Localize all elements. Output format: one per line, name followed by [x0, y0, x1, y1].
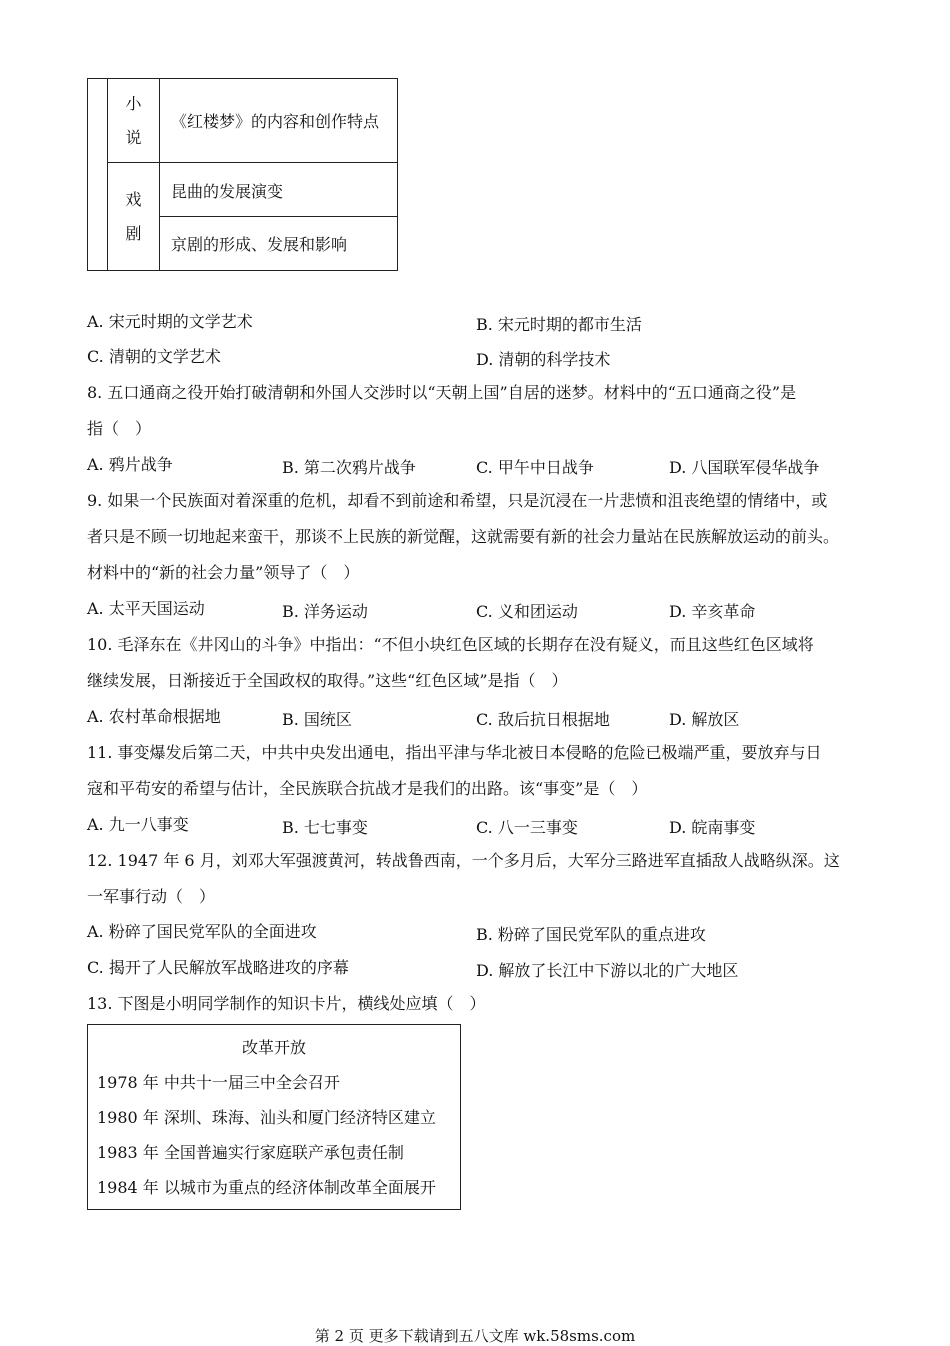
question-stem-line: 11. 事变爆发后第二天，中共中央发出通电，指出平津与华北被日本侵略的危险已极端严重，要放弃与日: [87, 743, 822, 762]
novel-label-char: 小: [125, 93, 142, 113]
question-stem-line: 材料中的“新的社会力量”领导了（ ）: [87, 563, 360, 582]
question-stem-line: 12. 1947 年 6 月，刘邓大军强渡黄河，转战鲁西南，一个多月后，大军分三路进军直插敌人战略纵深。这: [87, 851, 840, 870]
card-row: 1978 年 中共十一届三中全会召开: [97, 1073, 340, 1092]
drama-item-cell: 京剧的形成、发展和影响: [160, 217, 398, 271]
option-b: B. 粉碎了国民党军队的重点进攻: [476, 925, 706, 944]
novel-item-cell: 《红楼梦》的内容和创作特点: [160, 79, 398, 163]
option-c: C. 揭开了人民解放军战略进攻的序幕: [87, 958, 349, 977]
option-b: B. 洋务运动: [282, 602, 368, 621]
novel-label-char: 说: [125, 127, 142, 147]
question-stem-line: 寇和平苟安的希望与估计，全民族联合抗战才是我们的出路。该“事变”是（ ）: [87, 779, 648, 798]
card-row: 1984 年 以城市为重点的经济体制改革全面展开: [97, 1178, 436, 1197]
knowledge-card: [87, 1024, 461, 1210]
option-d: D. 清朝的科学技术: [476, 350, 611, 369]
option-b: B. 国统区: [282, 710, 352, 729]
drama-label-cell: [108, 163, 160, 271]
card-row: 1983 年 全国普遍实行家庭联产承包责任制: [97, 1143, 404, 1162]
drama-label-char: 戏: [125, 189, 142, 209]
option-b: B. 第二次鸦片战争: [282, 458, 416, 477]
option-a: A. 太平天国运动: [87, 599, 205, 618]
option-a: A. 粉碎了国民党军队的全面进攻: [87, 922, 317, 941]
option-a: A. 农村革命根据地: [87, 707, 221, 726]
option-c: C. 义和团运动: [476, 602, 578, 621]
option-d: D. 解放区: [669, 710, 740, 729]
option-a: A. 九一八事变: [87, 815, 189, 834]
option-b: B. 七七事变: [282, 818, 368, 837]
question-stem-line: 指（ ）: [87, 419, 152, 438]
option-d: D. 解放了长江中下游以北的广大地区: [476, 961, 739, 980]
drama-label-char: 剧: [125, 223, 142, 243]
literature-table: [87, 78, 398, 271]
question-stem-line: 10. 毛泽东在《井冈山的斗争》中指出：“不但小块红色区域的长期存在没有疑义，而且这些红色区域将: [87, 635, 814, 654]
option-d: D. 八国联军侵华战争: [669, 458, 820, 477]
question-stem-line: 13. 下图是小明同学制作的知识卡片，横线处应填（ ）: [87, 994, 486, 1013]
question-stem-line: 继续发展，日渐接近于全国政权的取得。”这些“红色区域”是指（ ）: [87, 671, 568, 690]
option-d: D. 辛亥革命: [669, 602, 756, 621]
card-title: 改革开放: [241, 1038, 306, 1057]
option-a: A. 宋元时期的文学艺术: [87, 312, 253, 331]
option-b: B. 宋元时期的都市生活: [476, 315, 642, 334]
option-d: D. 皖南事变: [669, 818, 756, 837]
option-c: C. 敌后抗日根据地: [476, 710, 610, 729]
card-row: 1980 年 深圳、珠海、汕头和厦门经济特区建立: [97, 1108, 436, 1127]
question-stem-line: 9. 如果一个民族面对着深重的危机，却看不到前途和希望，只是沉浸在一片悲愤和沮丧绝望的情绪中，或: [87, 491, 828, 510]
option-c: C. 甲午中日战争: [476, 458, 594, 477]
option-c: C. 清朝的文学艺术: [87, 347, 221, 366]
question-stem-line: 者只是不顾一切地起来蛮干，那谈不上民族的新觉醒，这就需要有新的社会力量站在民族解放运动的前头。: [87, 527, 840, 546]
drama-item-cell: 昆曲的发展演变: [160, 163, 398, 217]
question-stem-line: 一军事行动（ ）: [87, 887, 216, 906]
table-left-blank-cell: [88, 79, 108, 271]
page-footer: 第 2 页 更多下载请到五八文库 wk.58sms.com: [314, 1327, 636, 1345]
option-a: A. 鸦片战争: [87, 455, 173, 474]
question-stem-line: 8. 五口通商之役开始打破清朝和外国人交涉时以“天朝上国”自居的迷梦。材料中的“五口通商之役”是: [87, 383, 797, 402]
novel-label-cell: [108, 79, 160, 163]
option-c: C. 八一三事变: [476, 818, 578, 837]
